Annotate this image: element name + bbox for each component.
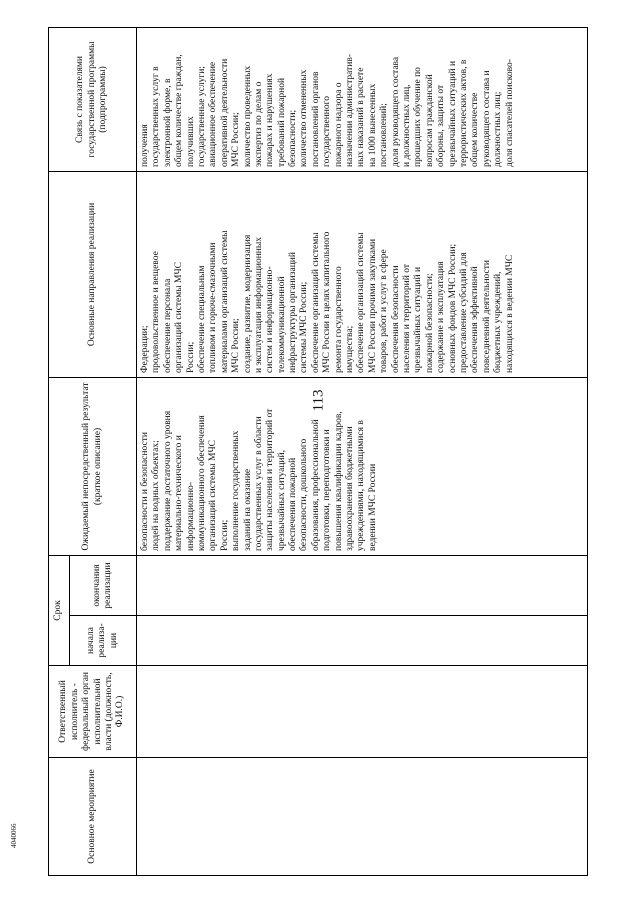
page-number: 113 (310, 389, 327, 412)
header-row-top (49, 27, 70, 875)
header-end: окончания реализации (70, 555, 137, 615)
cell-start (137, 616, 588, 666)
cell-main-activity (137, 758, 588, 876)
cell-expected-result: безопасности и безопасности людей на водных объектах; поддержание достаточного уровня материально-технического и информационно- коммуникационного обеспечения организаций системы МЧС России; выполнение государственных заданий на оказание государственных услуг в области защиты населения и территорий от чрезвычайных ситуаций, обеспечения пожарной безопасности, дошкольного образования, профессиональной подготовки, переподготовки и повышения квалификации кадров, здравоохранения бюджетными учреждениями, находящимися в ведении МЧС России (137, 377, 588, 555)
header-directions: Основные направления реализации (49, 171, 137, 377)
cell-end (137, 555, 588, 615)
table-row (137, 27, 588, 875)
header-responsible: Ответственный исполнитель - федеральный орган исполнительной власти (должность, Ф.И.О.) (49, 666, 137, 758)
program-table (48, 27, 588, 876)
header-links: Связь с показателями государственной программы (подпрограммы) (49, 27, 137, 171)
rotated-table-wrapper (48, 28, 588, 876)
header-start: начала реализа- ции (70, 616, 137, 666)
cell-responsible (137, 666, 588, 758)
cell-links: получения государственных услуг в электронной форме, в общем количестве граждан, получивших государственные услуги; авиационное обеспечение оперативной деятельности МЧС России; количество проведенных экспертиз по делам о пожарах и нарушениях требований пожарной безопасности; количество отмененных постановлений органов государственного пожарного надзора о назначении административ- ных наказаний в расчете на 1000 вынесенных постановлений; доля руководящего состава и должностных лиц, прошедших обучение по вопросам гражданской обороны, защиты от чрезвычайных ситуаций и террористических актов, в общем количестве руководящего состава и должностных лиц; доля спасателей поисково- (137, 27, 588, 171)
header-main-activity: Основное мероприятие (49, 758, 137, 876)
header-expected-result: Ожидаемый непосредственный результат (краткое описание) (49, 377, 137, 555)
document-code: 4040066 (10, 823, 18, 848)
header-term: Срок (49, 555, 70, 665)
cell-directions: Федерации; продовольственное и вещевое обеспечение персонала организаций системы МЧС России; обеспечение специальным топливом и горюче-смазочными материалами организаций системы МЧС России; создание, развитие, модернизация и эксплуатация информационных систем и информационно- телекоммуникационной инфраструктуры организаций системы МЧС России; обеспечение организаций системы МЧС России в целях капитального ремонта государственного имущества; обеспечение организаций системы МЧС России прочими закупками товаров, работ и услуг в сфере обеспечения безопасности населения и территорий от чрезвычайных ситуаций и пожарной безопасности; содержание и эксплуатация основных фондов МЧС России; предоставление субсидий для обеспечения эффективной повседневной деятельности бюджетных учреждений, находящихся в ведении МЧС (137, 171, 588, 377)
